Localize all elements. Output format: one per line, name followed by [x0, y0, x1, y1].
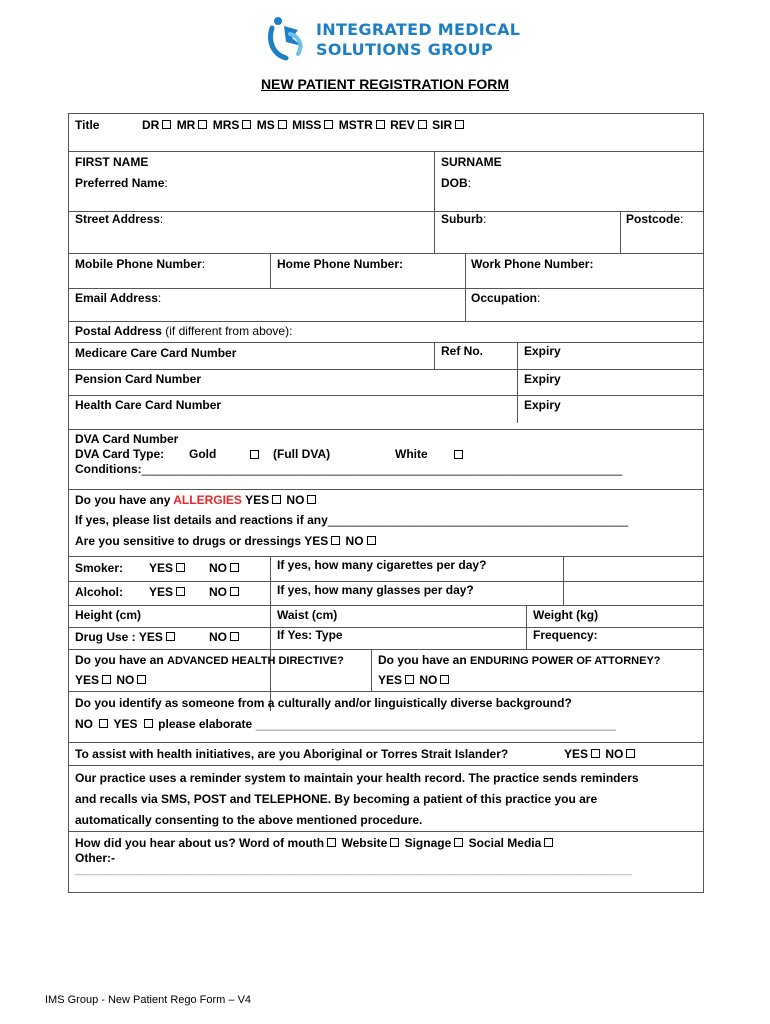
cultural-yes-checkbox[interactable]	[144, 719, 153, 728]
title-options	[142, 118, 466, 132]
phones-row[interactable]	[69, 253, 703, 289]
enduring-yes-checkbox[interactable]	[405, 675, 414, 684]
aboriginal-answers: YES NO	[564, 747, 637, 761]
cigarettes-question: If yes, how many cigarettes per day?	[277, 558, 487, 572]
social-media-checkbox[interactable]	[544, 838, 553, 847]
dva-gold-label: Gold	[189, 447, 217, 461]
title-mstr-checkbox[interactable]	[376, 120, 385, 129]
allergies-details: If yes, please list details and reactions if any_____________________________________________	[75, 513, 629, 527]
postcode-label: Postcode:	[626, 212, 684, 226]
registration-form	[68, 113, 704, 893]
cultural-answers: NO YES please elaborate ______________________________________________________	[75, 717, 616, 731]
smoker-yes: YES	[149, 561, 187, 575]
sensitive-yes-checkbox[interactable]	[331, 536, 340, 545]
weight-label: Weight (kg)	[533, 608, 599, 622]
logo-line-1: INTEGRATED MEDICAL	[316, 20, 521, 39]
word-of-mouth-checkbox[interactable]	[327, 838, 336, 847]
cultural-no-checkbox[interactable]	[99, 719, 108, 728]
suburb-label: Suburb:	[441, 212, 487, 226]
other-label: Other:-	[75, 851, 115, 865]
aboriginal-row[interactable]	[69, 742, 703, 766]
medicare-row[interactable]	[69, 342, 703, 370]
drug-no: NO	[209, 630, 241, 644]
title-mrs-checkbox[interactable]	[242, 120, 251, 129]
address-row[interactable]	[69, 211, 703, 254]
cultural-row[interactable]	[69, 691, 703, 714]
health-card-label: Health Care Card Number	[75, 398, 222, 412]
dva-full-label: (Full DVA)	[273, 447, 331, 461]
logo-line-2: SOLUTIONS GROUP	[316, 40, 493, 59]
street-address-label: Street Address:	[75, 212, 164, 226]
dva-conditions[interactable]: Conditions:________________________________________________________________________	[75, 462, 623, 476]
advanced-yes-checkbox[interactable]	[102, 675, 111, 684]
title-miss-checkbox[interactable]	[324, 120, 333, 129]
pension-card-label: Pension Card Number	[75, 372, 202, 386]
names-row[interactable]	[69, 151, 703, 177]
title-sir-checkbox[interactable]	[455, 120, 464, 129]
company-logo	[268, 16, 528, 62]
title-option-sir: SIR	[432, 118, 453, 132]
alcohol-label: Alcohol:	[75, 585, 123, 599]
referral-question: How did you hear about us? Word of mouth Website Signage Social Media	[75, 836, 555, 850]
advanced-directive-answers: YES NO	[75, 673, 148, 687]
website-checkbox[interactable]	[390, 838, 399, 847]
body-measures-row[interactable]	[69, 605, 703, 628]
preferred-row[interactable]	[69, 176, 703, 211]
advanced-directive-question: Do you have an ADVANCED HEALTH DIRECTIVE?	[75, 653, 344, 667]
alcohol-yes-checkbox[interactable]	[176, 587, 185, 596]
alcohol-no-checkbox[interactable]	[230, 587, 239, 596]
drug-no-checkbox[interactable]	[230, 632, 239, 641]
drug-type-label: If Yes: Type	[277, 628, 343, 642]
title-option-miss: MISS	[292, 118, 322, 132]
dva-gold-checkbox[interactable]	[250, 450, 259, 459]
postal-row[interactable]	[69, 321, 703, 343]
dva-type-label: DVA Card Type:	[75, 447, 165, 461]
smoker-yes-checkbox[interactable]	[176, 563, 185, 572]
title-option-mstr: MSTR	[338, 118, 373, 132]
title-mr-checkbox[interactable]	[198, 120, 207, 129]
preferred-name-label: Preferred Name:	[75, 176, 168, 190]
enduring-no-checkbox[interactable]	[440, 675, 449, 684]
dva-row[interactable]	[69, 429, 703, 490]
reminder-line-3: automatically consenting to the above mentioned procedure.	[75, 813, 423, 827]
cultural-answers-row[interactable]	[69, 713, 703, 737]
height-label: Height (cm)	[75, 608, 141, 622]
smoker-label: Smoker:	[75, 561, 124, 575]
title-option-rev: REV	[390, 118, 415, 132]
alcohol-no: NO	[209, 585, 241, 599]
form-title: NEW PATIENT REGISTRATION FORM	[260, 76, 510, 92]
allergies-question: Do you have any ALLERGIES YES NO	[75, 493, 318, 507]
smoker-no: NO	[209, 561, 241, 575]
title-option-ms: MS	[256, 118, 275, 132]
smoker-no-checkbox[interactable]	[230, 563, 239, 572]
title-option-mrs: MRS	[212, 118, 240, 132]
title-dr-checkbox[interactable]	[162, 120, 171, 129]
directives-row[interactable]	[69, 649, 703, 670]
drug-use-label: Drug Use : YES	[75, 630, 177, 644]
sensitive-row[interactable]	[69, 534, 703, 556]
enduring-power-question: Do you have an ENDURING POWER OF ATTORNEY?	[378, 653, 661, 667]
alcohol-row[interactable]	[69, 581, 703, 606]
dva-white-checkbox[interactable]	[454, 450, 463, 459]
aboriginal-no-checkbox[interactable]	[626, 749, 635, 758]
postal-address-label: Postal Address (if different from above):	[75, 324, 293, 338]
advanced-no-checkbox[interactable]	[137, 675, 146, 684]
reminder-line-2: and recalls via SMS, POST and TELEPHONE. By becoming a patient of this practice you are	[75, 792, 598, 806]
allergies-no-checkbox[interactable]	[307, 495, 316, 504]
allergies-details-row[interactable]	[69, 511, 703, 534]
logo-mark-icon	[268, 16, 312, 62]
footer-text: IMS Group - New Patient Rego Form – V4	[45, 994, 252, 1006]
allergies-row[interactable]	[69, 489, 703, 512]
medicare-expiry-label: Expiry	[524, 344, 561, 358]
health-card-row[interactable]	[69, 395, 703, 423]
ref-no-label: Ref No.	[441, 344, 483, 358]
title-row	[69, 114, 703, 151]
dva-white-label: White	[395, 447, 428, 461]
email-row[interactable]	[69, 288, 703, 322]
drug-yes-checkbox[interactable]	[166, 632, 175, 641]
reminder-line-1: Our practice uses a reminder system to maintain your health record. The practice sends reminders	[75, 771, 639, 785]
surname-label: SURNAME	[441, 155, 502, 169]
title-rev-checkbox[interactable]	[418, 120, 427, 129]
title-option-dr: DR	[142, 118, 160, 132]
allergies-yes-checkbox[interactable]	[272, 495, 281, 504]
dva-card-number-label: DVA Card Number	[75, 432, 179, 446]
dob-label: DOB:	[441, 176, 472, 190]
glasses-question: If yes, how many glasses per day?	[277, 583, 474, 597]
title-option-mr: MR	[176, 118, 196, 132]
aboriginal-question: To assist with health initiatives, are you Aboriginal or Torres Strait Islander?	[75, 747, 509, 761]
health-expiry-label: Expiry	[524, 398, 561, 412]
email-label: Email Address:	[75, 291, 162, 305]
cultural-question: Do you identify as someone from a culturally and/or linguistically diverse background?	[75, 696, 572, 710]
directives-answers-row[interactable]	[69, 669, 703, 691]
waist-label: Waist (cm)	[277, 608, 338, 622]
signage-checkbox[interactable]	[454, 838, 463, 847]
referral-row[interactable]	[69, 831, 703, 893]
home-phone-label: Home Phone Number:	[277, 257, 404, 271]
occupation-label: Occupation:	[471, 291, 541, 305]
medicare-label: Medicare Care Card Number	[75, 346, 237, 360]
reminder-notice	[69, 765, 703, 832]
drug-frequency-label: Frequency:	[533, 628, 598, 642]
sensitive-question: Are you sensitive to drugs or dressings YES NO	[75, 534, 378, 548]
title-ms-checkbox[interactable]	[278, 120, 287, 129]
mobile-phone-label: Mobile Phone Number:	[75, 257, 206, 271]
sensitive-no-checkbox[interactable]	[367, 536, 376, 545]
other-input-line[interactable]: ___________________________________________________________________________________________	[75, 864, 632, 876]
alcohol-yes: YES	[149, 585, 187, 599]
drug-row[interactable]	[69, 627, 703, 650]
work-phone-label: Work Phone Number:	[471, 257, 594, 271]
aboriginal-yes-checkbox[interactable]	[591, 749, 600, 758]
pension-expiry-label: Expiry	[524, 372, 561, 386]
first-name-label: FIRST NAME	[75, 155, 149, 169]
enduring-power-answers: YES NO	[378, 673, 451, 687]
pension-row[interactable]	[69, 369, 703, 396]
smoker-row[interactable]	[69, 556, 703, 582]
title-label: Title	[75, 118, 100, 132]
